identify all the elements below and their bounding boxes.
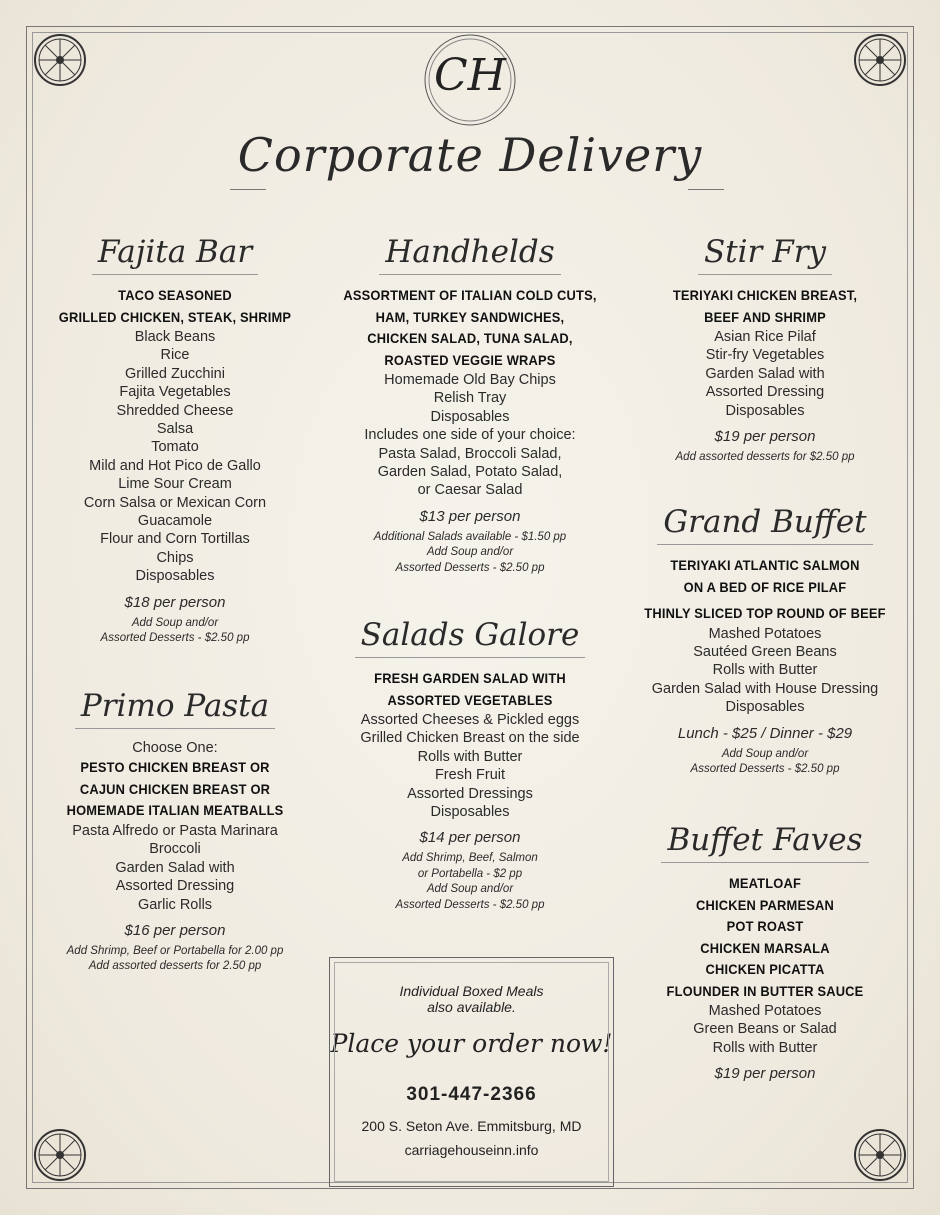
dish-title: FRESH GARDEN SALAD WITH bbox=[374, 670, 566, 686]
section-heading: Grand Buffet bbox=[657, 502, 872, 545]
section-handhelds bbox=[325, 232, 615, 576]
dish-title: HAM, TURKEY SANDWICHES, bbox=[375, 308, 565, 325]
dish-title: TERIYAKI CHICKEN BREAST, bbox=[672, 287, 858, 303]
menu-item: Garlic Rolls bbox=[137, 896, 213, 913]
wagon-wheel-icon bbox=[33, 1128, 87, 1182]
section-stir-fry bbox=[620, 232, 910, 466]
dish-title: TERIYAKI ATLANTIC SALMON bbox=[670, 557, 860, 573]
menu-item: Chips bbox=[156, 549, 194, 566]
menu-item: Includes one side of your choice: bbox=[364, 427, 576, 444]
section-heading: Buffet Faves bbox=[661, 820, 868, 863]
add-on-note: Assorted Desserts - $2.50 pp bbox=[100, 632, 250, 645]
menu-item: Corn Salsa or Mexican Corn bbox=[83, 494, 267, 511]
menu-item: Choose One: bbox=[132, 740, 218, 756]
wagon-wheel-icon bbox=[853, 1128, 907, 1182]
menu-item: Guacamole bbox=[137, 513, 213, 530]
menu-item: Grilled Chicken Breast on the side bbox=[360, 730, 580, 747]
menu-item: or Caesar Salad bbox=[417, 482, 523, 499]
dish-title: CHICKEN MARSALA bbox=[700, 939, 830, 956]
price: $13 per person bbox=[419, 507, 521, 525]
dish-title: BEEF AND SHRIMP bbox=[704, 308, 826, 325]
dish-title: MEATLOAF bbox=[728, 875, 802, 891]
section-fajita-bar bbox=[30, 232, 320, 647]
dish-title: CHICKEN PICATTA bbox=[705, 961, 825, 977]
section-buffet-faves bbox=[620, 820, 910, 1084]
page-title: Corporate Delivery bbox=[237, 128, 703, 182]
menu-item: Assorted Dressings bbox=[407, 785, 533, 802]
menu-item: Pasta Salad, Broccoli Salad, bbox=[378, 445, 562, 462]
logo-monogram bbox=[418, 28, 522, 132]
add-on-note: Add Soup and/or bbox=[131, 616, 219, 629]
menu-item: Tomato bbox=[151, 439, 199, 456]
menu-item: Fajita Vegetables bbox=[119, 384, 231, 401]
menu-item: Mashed Potatoes bbox=[708, 625, 822, 642]
menu-item: Mild and Hot Pico de Gallo bbox=[89, 457, 261, 474]
section-primo-pasta bbox=[30, 686, 320, 975]
menu-item: Lime Sour Cream bbox=[118, 476, 232, 493]
order-call-to-action: Place your order now! bbox=[330, 1029, 613, 1058]
dish-title: POT ROAST bbox=[726, 918, 804, 934]
price: $18 per person bbox=[124, 593, 226, 611]
add-on-note: Assorted Desserts - $2.50 pp bbox=[395, 561, 545, 574]
title-rule-right bbox=[688, 189, 724, 190]
section-heading: Stir Fry bbox=[698, 232, 832, 275]
dish-title: ASSORTED VEGETABLES bbox=[387, 691, 553, 708]
menu-item: Shredded Cheese bbox=[116, 402, 234, 419]
menu-item: Garden Salad with House Dressing bbox=[651, 680, 879, 697]
menu-item: Assorted Cheeses & Pickled eggs bbox=[360, 712, 580, 728]
dish-title: ROASTED VEGGIE WRAPS bbox=[384, 351, 556, 368]
section-heading: Salads Galore bbox=[355, 615, 586, 658]
menu-item: Disposables bbox=[430, 804, 510, 821]
dish-title: GRILLED CHICKEN, STEAK, SHRIMP bbox=[58, 308, 292, 325]
section-heading: Fajita Bar bbox=[92, 232, 258, 275]
menu-item: Rolls with Butter bbox=[712, 1039, 818, 1056]
menu-item: Broccoli bbox=[149, 841, 201, 858]
order-box bbox=[329, 957, 614, 1187]
dish-title: ON A BED OF RICE PILAF bbox=[683, 578, 847, 595]
menu-item: Disposables bbox=[135, 568, 215, 585]
add-on-note: Assorted Desserts - $2.50 pp bbox=[690, 763, 840, 776]
menu-item: Green Beans or Salad bbox=[693, 1021, 837, 1038]
section-grand-buffet bbox=[620, 502, 910, 778]
menu-item: Homemade Old Bay Chips bbox=[384, 372, 556, 388]
dish-title: CHICKEN PARMESAN bbox=[696, 896, 834, 913]
add-on-note: Add assorted desserts for 2.50 pp bbox=[88, 960, 262, 973]
add-on-note: Add assorted desserts for $2.50 pp bbox=[675, 451, 855, 464]
menu-item: Rice bbox=[160, 347, 190, 364]
add-on-note: Add Shrimp, Beef, Salmon bbox=[402, 852, 538, 865]
dish-title: HOMEMADE ITALIAN MEATBALLS bbox=[66, 802, 284, 819]
section-heading: Primo Pasta bbox=[75, 686, 275, 729]
dish-title: FLOUNDER IN BUTTER SAUCE bbox=[666, 982, 864, 999]
add-on-note: Add Soup and/or bbox=[426, 546, 514, 559]
menu-item: Relish Tray bbox=[433, 390, 507, 407]
menu-item: Garden Salad, Potato Salad, bbox=[377, 464, 563, 481]
boxed-meals-note: Individual Boxed Meals bbox=[399, 983, 544, 999]
menu-item: Disposables bbox=[430, 408, 510, 425]
menu-item: Assorted Dressing bbox=[115, 878, 235, 895]
menu-item: Disposables bbox=[725, 402, 805, 419]
menu-item: Assorted Dressing bbox=[705, 384, 825, 401]
menu-item: Black Beans bbox=[134, 329, 216, 345]
website-link[interactable]: carriagehouseinn.info bbox=[404, 1142, 539, 1158]
add-on-note: Additional Salads available - $1.50 pp bbox=[373, 530, 567, 543]
menu-item: Fresh Fruit bbox=[434, 767, 506, 784]
add-on-note: or Portabella - $2 pp bbox=[417, 867, 523, 880]
price: $19 per person bbox=[714, 1065, 816, 1083]
dish-title: ASSORTMENT OF ITALIAN COLD CUTS, bbox=[343, 287, 597, 303]
menu-item: Rolls with Butter bbox=[712, 662, 818, 679]
menu-item: Grilled Zucchini bbox=[125, 365, 225, 382]
dish-title: TACO SEASONED bbox=[118, 287, 232, 303]
menu-item: Sautéed Green Beans bbox=[693, 643, 837, 660]
menu-item: Flour and Corn Tortillas bbox=[100, 531, 250, 548]
menu-item: Mashed Potatoes bbox=[708, 1003, 822, 1019]
title-rule-left bbox=[230, 189, 266, 190]
add-on-note: Add Soup and/or bbox=[426, 883, 514, 896]
dish-title: PESTO CHICKEN BREAST OR bbox=[80, 759, 270, 776]
phone-number[interactable]: 301-447-2366 bbox=[406, 1084, 537, 1105]
menu-item: Disposables bbox=[725, 699, 805, 716]
add-on-note: Add Shrimp, Beef or Portabella for 2.00 pp bbox=[66, 944, 284, 957]
wagon-wheel-icon bbox=[853, 33, 907, 87]
logo-text: CH bbox=[433, 50, 507, 101]
dish-title: CAJUN CHICKEN BREAST OR bbox=[79, 780, 271, 797]
menu-item: Salsa bbox=[156, 421, 194, 438]
boxed-meals-note: also available. bbox=[427, 999, 516, 1015]
price: Lunch - $25 / Dinner - $29 bbox=[677, 724, 853, 742]
price: $16 per person bbox=[124, 921, 226, 939]
menu-item: Garden Salad with bbox=[115, 859, 235, 876]
menu-item: Stir-fry Vegetables bbox=[705, 347, 825, 364]
menu-item: Rolls with Butter bbox=[417, 748, 523, 765]
dish-title: THINLY SLICED TOP ROUND OF BEEF bbox=[644, 605, 886, 621]
menu-item: Garden Salad with bbox=[705, 365, 825, 382]
price: $19 per person bbox=[714, 428, 816, 446]
menu-item: Pasta Alfredo or Pasta Marinara bbox=[72, 822, 278, 839]
section-heading: Handhelds bbox=[379, 232, 560, 275]
add-on-note: Add Soup and/or bbox=[721, 747, 809, 760]
price: $14 per person bbox=[419, 829, 521, 847]
menu-item: Asian Rice Pilaf bbox=[714, 329, 816, 345]
dish-title: CHICKEN SALAD, TUNA SALAD, bbox=[367, 330, 573, 346]
add-on-note: Assorted Desserts - $2.50 pp bbox=[395, 898, 545, 911]
section-salads-galore bbox=[325, 615, 615, 913]
wagon-wheel-icon bbox=[33, 33, 87, 87]
address: 200 S. Seton Ave. Emmitsburg, MD bbox=[361, 1118, 582, 1134]
